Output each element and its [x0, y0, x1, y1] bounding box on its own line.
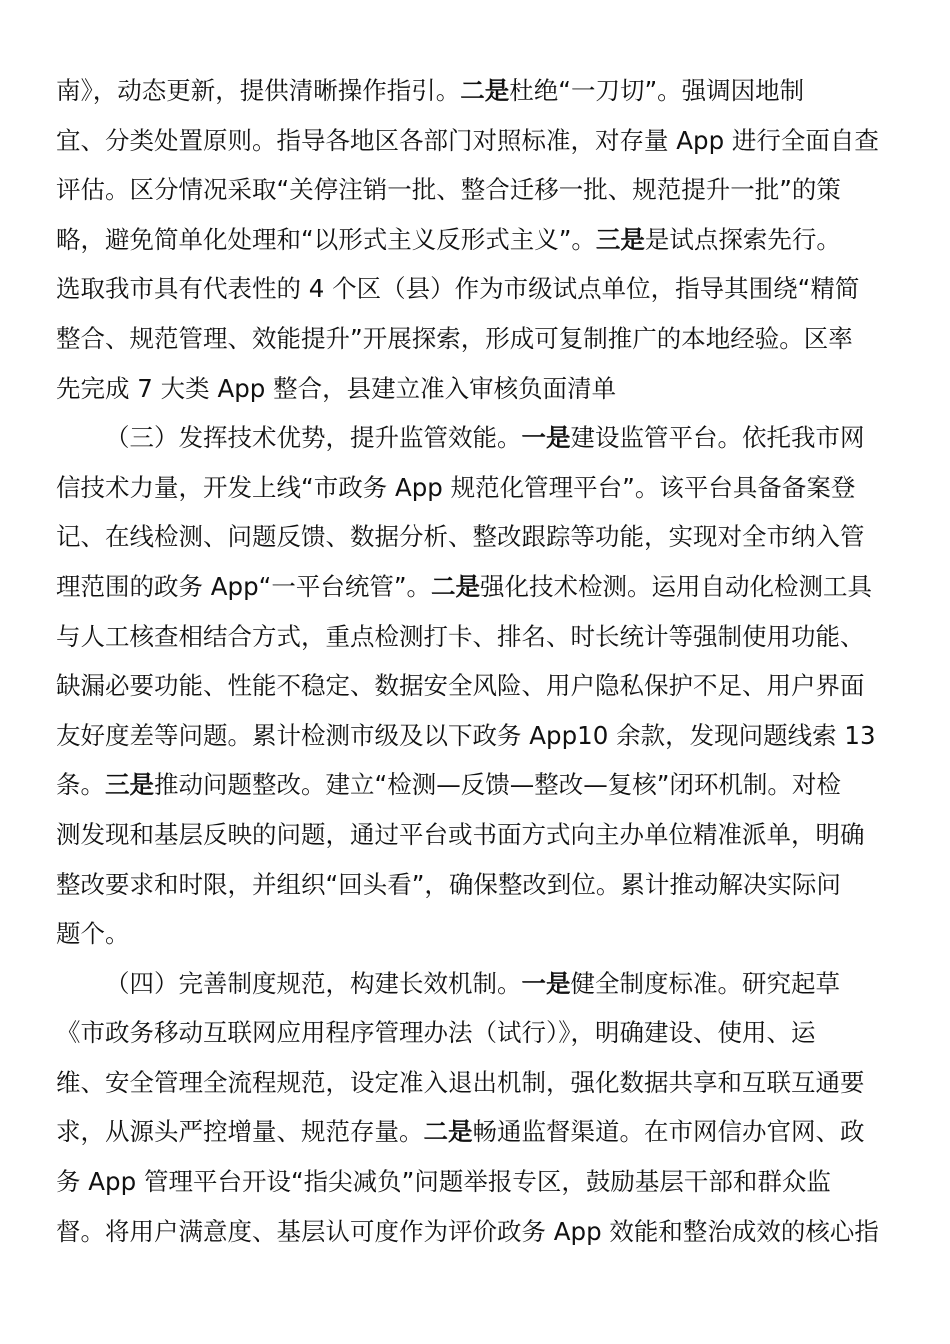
text-run: 条。: [56, 770, 105, 800]
document-body: [56, 66, 894, 1256]
text-run: 建设监管平台。依托我市网: [570, 423, 865, 453]
text-run: 推动问题整改。建立“检测—反馈—整改—复核”闭环机制。对检: [154, 770, 841, 800]
text-run: 先完成 7 大类 App 整合，县建立准入审核负面清单: [56, 373, 617, 403]
text-run: 《市政务移动互联网应用程序管理办法（试行）》，明确建设、使用、运: [56, 1018, 816, 1048]
text-line: [56, 1107, 894, 1157]
text-run: 杜绝“一刀切”。强调因地制: [509, 76, 805, 105]
bold-keyword: 二是: [460, 76, 510, 105]
text-line: [56, 512, 894, 562]
text-line: [56, 66, 894, 116]
text-run: 督。将用户满意度、基层认可度作为评价政务 App 效能和整治成效的核心指: [56, 1216, 879, 1246]
text-run: 评估。区分情况采取“关停注销一批、整合迁移一批、规范提升一批”的策: [56, 175, 841, 205]
bold-keyword: 三是: [105, 770, 154, 800]
text-run: 务 App 管理平台开设“指尖减负”问题举报专区，鼓励基层干部和群众监: [56, 1167, 831, 1197]
text-line: [56, 810, 894, 860]
text-run: 选取我市具有代表性的 4 个区（县）作为市级试点单位，指导其围绕“精简: [56, 274, 860, 304]
text-line: [56, 1207, 894, 1257]
text-run: 与人工核查相结合方式，重点检测打卡、排名、时长统计等强制使用功能、: [56, 621, 865, 651]
text-line: [56, 562, 894, 612]
text-line: [56, 314, 894, 364]
bold-keyword: 一是: [521, 968, 571, 998]
text-line: [56, 116, 894, 166]
text-run: 是试点探索先行。: [644, 224, 841, 254]
text-line: [56, 860, 894, 910]
text-run: 强化技术检测。运用自动化检测工具: [480, 571, 873, 601]
text-line: [56, 1008, 894, 1058]
bold-keyword: 二是: [423, 1117, 473, 1147]
paragraph-first-line: [56, 959, 894, 1009]
text-run: 健全制度标准。研究起草: [570, 968, 840, 998]
text-run: 缺漏必要功能、性能不稳定、数据安全风险、用户隐私保护不足、用户界面: [56, 671, 865, 701]
text-run: 友好度差等问题。累计检测市级及以下政务 App10 余款，发现问题线索 13: [56, 720, 876, 750]
paragraph-first-line: [56, 413, 894, 463]
text-run: 求，从源头严控增量、规范存量。: [56, 1117, 424, 1147]
text-line: [56, 760, 894, 810]
bold-keyword: 三是: [595, 224, 645, 254]
text-run: 畅通监督渠道。在市网信办官网、政: [472, 1117, 865, 1147]
text-line: [56, 165, 894, 215]
text-run: 理范围的政务 App“一平台统管”。: [56, 571, 432, 601]
text-line: [56, 612, 894, 662]
text-line: [56, 711, 894, 761]
text-run: （三）发挥技术优势，提升监管效能。: [105, 423, 522, 453]
text-run: 题个。: [56, 919, 130, 949]
text-line: [56, 215, 894, 265]
bold-keyword: 二是: [431, 571, 481, 601]
text-line: [56, 1058, 894, 1108]
bold-keyword: 一是: [521, 423, 571, 453]
text-run: 宜、分类处置原则。指导各地区各部门对照标准，对存量 App 进行全面自查: [56, 125, 879, 155]
text-run: 测发现和基层反映的问题，通过平台或书面方式向主办单位精准派单，明确: [56, 819, 865, 849]
text-line: [56, 364, 894, 414]
text-line: [56, 1157, 894, 1207]
text-run: 南》，动态更新，提供清晰操作指引。: [56, 76, 461, 105]
text-run: 信技术力量，开发上线“市政务 App 规范化管理平台”。该平台具备备案登: [56, 472, 856, 502]
text-run: 整合、规范管理、效能提升”开展探索，形成可复制推广的本地经验。区率: [56, 323, 853, 353]
text-line: [56, 661, 894, 711]
text-run: （四）完善制度规范，构建长效机制。: [105, 968, 522, 998]
text-line: [56, 909, 894, 959]
text-run: 整改要求和时限，并组织“回头看”，确保整改到位。累计推动解决实际问: [56, 869, 841, 899]
text-line: [56, 463, 894, 513]
text-run: 略，避免简单化处理和“以形式主义反形式主义”。: [56, 224, 596, 254]
text-run: 记、在线检测、问题反馈、数据分析、整改跟踪等功能，实现对全市纳入管: [56, 522, 865, 552]
text-line: [56, 264, 894, 314]
text-run: 维、安全管理全流程规范，设定准入退出机制，强化数据共享和互联互通要: [56, 1067, 865, 1097]
